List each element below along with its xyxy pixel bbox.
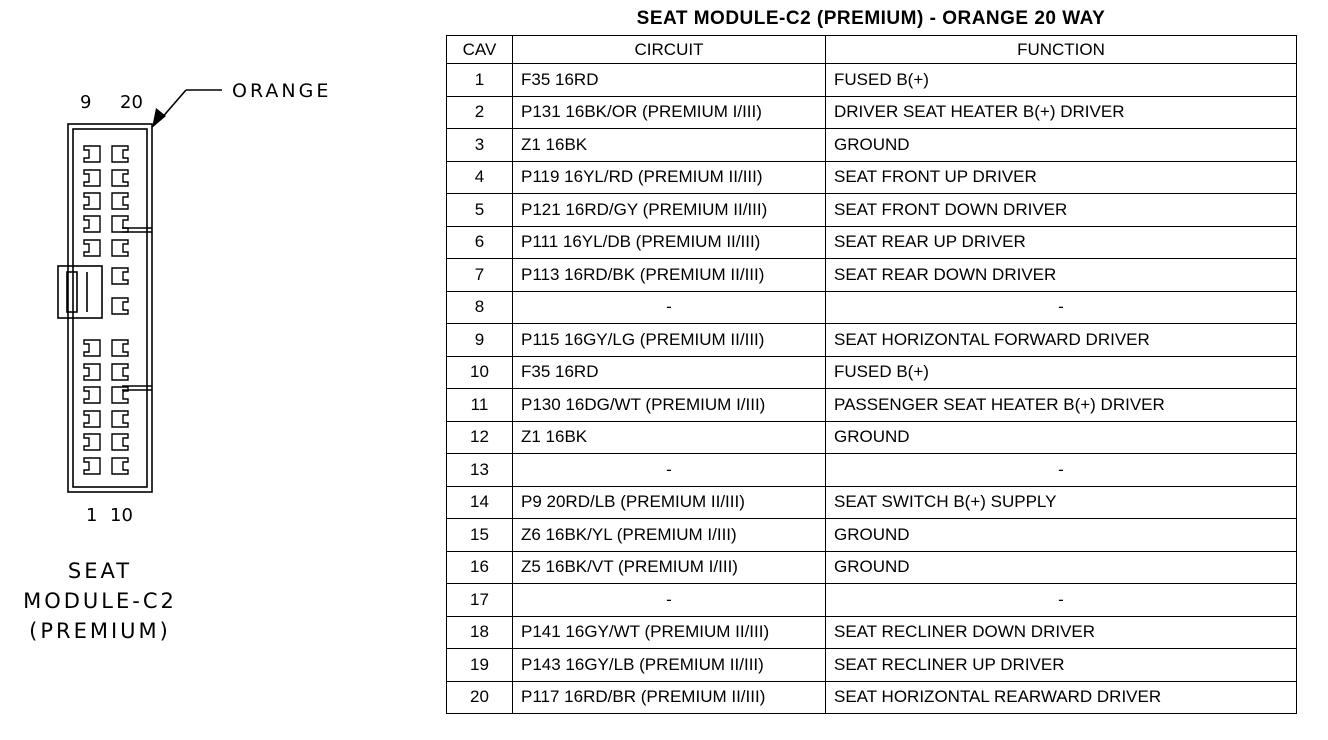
table-row: [447, 356, 1297, 389]
pin-cavity: [112, 240, 128, 256]
header-function: FUNCTION: [826, 36, 1297, 64]
table-row: [447, 64, 1297, 97]
table-row: [447, 324, 1297, 357]
cav-cell: 10: [447, 356, 513, 389]
cav-cell: 3: [447, 129, 513, 162]
circuit-cell: P141 16GY/WT (PREMIUM II/III): [513, 616, 826, 649]
pin-cavity: [112, 364, 128, 380]
circuit-cell: P113 16RD/BK (PREMIUM II/III): [513, 259, 826, 292]
connector-color-label: ORANGE: [232, 80, 332, 102]
circuit-cell: P115 16GY/LG (PREMIUM II/III): [513, 324, 826, 357]
pin-cavity: [84, 146, 100, 162]
function-cell: -: [826, 584, 1297, 617]
table-row: [447, 519, 1297, 552]
cav-cell: 14: [447, 486, 513, 519]
circuit-cell: P9 20RD/LB (PREMIUM II/III): [513, 486, 826, 519]
cav-cell: 15: [447, 519, 513, 552]
table-row: [447, 681, 1297, 714]
circuit-cell: Z1 16BK: [513, 421, 826, 454]
pin-cavity: [112, 193, 128, 209]
pin-cavity: [84, 387, 100, 403]
pinout-table: [446, 35, 1297, 714]
circuit-cell: F35 16RD: [513, 356, 826, 389]
table-row: [447, 129, 1297, 162]
function-cell: SEAT HORIZONTAL FORWARD DRIVER: [826, 324, 1297, 357]
pin-label-bottom-left: 1: [86, 505, 98, 526]
function-cell: SEAT RECLINER UP DRIVER: [826, 649, 1297, 682]
circuit-cell: Z1 16BK: [513, 129, 826, 162]
circuit-cell: -: [513, 584, 826, 617]
function-cell: SEAT REAR DOWN DRIVER: [826, 259, 1297, 292]
circuit-cell: Z5 16BK/VT (PREMIUM I/III): [513, 551, 826, 584]
circuit-cell: -: [513, 454, 826, 487]
function-cell: -: [826, 291, 1297, 324]
pin-cavity: [112, 146, 128, 162]
cav-cell: 12: [447, 421, 513, 454]
cav-cell: 18: [447, 616, 513, 649]
cav-cell: 20: [447, 681, 513, 714]
circuit-cell: P131 16BK/OR (PREMIUM I/III): [513, 96, 826, 129]
function-cell: FUSED B(+): [826, 64, 1297, 97]
table-row: [447, 226, 1297, 259]
cav-cell: 2: [447, 96, 513, 129]
function-cell: GROUND: [826, 551, 1297, 584]
cav-cell: 11: [447, 389, 513, 422]
circuit-cell: P143 16GY/LB (PREMIUM II/III): [513, 649, 826, 682]
pin-cavity: [112, 434, 128, 450]
header-circuit: CIRCUIT: [513, 36, 826, 64]
cav-cell: 5: [447, 194, 513, 227]
circuit-cell: P111 16YL/DB (PREMIUM II/III): [513, 226, 826, 259]
connector-name: [0, 556, 200, 646]
table-row: [447, 616, 1297, 649]
connector-shell: [68, 124, 152, 492]
function-cell: FUSED B(+): [826, 356, 1297, 389]
pin-cavity: [112, 268, 128, 284]
pin-cavity: [112, 458, 128, 474]
circuit-cell: F35 16RD: [513, 64, 826, 97]
table-row: [447, 551, 1297, 584]
pin-cavity: [84, 458, 100, 474]
connector-name-line2: MODULE-C2: [23, 589, 177, 613]
table-row: [447, 291, 1297, 324]
circuit-cell: -: [513, 291, 826, 324]
header-cav: CAV: [447, 36, 513, 64]
cav-cell: 17: [447, 584, 513, 617]
circuit-cell: P121 16RD/GY (PREMIUM II/III): [513, 194, 826, 227]
cav-cell: 19: [447, 649, 513, 682]
pin-cavity: [84, 340, 100, 356]
pin-label-top-right: 20: [120, 92, 143, 113]
pin-cavity: [112, 216, 128, 232]
function-cell: SEAT REAR UP DRIVER: [826, 226, 1297, 259]
pin-cavity: [84, 170, 100, 186]
cav-cell: 7: [447, 259, 513, 292]
function-cell: GROUND: [826, 519, 1297, 552]
pin-label-top-left: 9: [80, 92, 92, 113]
circuit-cell: P119 16YL/RD (PREMIUM II/III): [513, 161, 826, 194]
function-cell: GROUND: [826, 129, 1297, 162]
cav-cell: 13: [447, 454, 513, 487]
pin-cavity: [112, 340, 128, 356]
function-cell: SEAT HORIZONTAL REARWARD DRIVER: [826, 681, 1297, 714]
table-row: [447, 389, 1297, 422]
pin-cavity: [84, 216, 100, 232]
table-title: SEAT MODULE-C2 (PREMIUM) - ORANGE 20 WAY: [636, 8, 1106, 29]
cav-cell: 4: [447, 161, 513, 194]
cav-cell: 6: [447, 226, 513, 259]
table-row: [447, 421, 1297, 454]
connector-name-line3: (PREMIUM): [29, 619, 171, 643]
table-row: [447, 194, 1297, 227]
circuit-cell: P117 16RD/BR (PREMIUM II/III): [513, 681, 826, 714]
cav-cell: 1: [447, 64, 513, 97]
table-row: [447, 486, 1297, 519]
cav-cell: 16: [447, 551, 513, 584]
pin-cavity: [84, 364, 100, 380]
table-row: [447, 259, 1297, 292]
function-cell: -: [826, 454, 1297, 487]
pin-cavity: [112, 411, 128, 427]
function-cell: SEAT FRONT DOWN DRIVER: [826, 194, 1297, 227]
orange-arrow-head: [152, 108, 166, 128]
pin-cavity: [84, 434, 100, 450]
pin-cavities: [84, 146, 128, 474]
function-cell: GROUND: [826, 421, 1297, 454]
pin-cavity: [112, 170, 128, 186]
pin-cavity: [112, 298, 128, 314]
pin-cavity: [84, 240, 100, 256]
pin-cavity: [84, 193, 100, 209]
pin-label-bottom-right: 10: [110, 505, 133, 526]
circuit-cell: P130 16DG/WT (PREMIUM I/III): [513, 389, 826, 422]
function-cell: SEAT FRONT UP DRIVER: [826, 161, 1297, 194]
table-row: [447, 161, 1297, 194]
table-header-row: [447, 36, 1297, 64]
function-cell: SEAT SWITCH B(+) SUPPLY: [826, 486, 1297, 519]
table-row: [447, 649, 1297, 682]
circuit-cell: Z6 16BK/YL (PREMIUM I/III): [513, 519, 826, 552]
function-cell: DRIVER SEAT HEATER B(+) DRIVER: [826, 96, 1297, 129]
table-row: [447, 584, 1297, 617]
table-row: [447, 454, 1297, 487]
function-cell: PASSENGER SEAT HEATER B(+) DRIVER: [826, 389, 1297, 422]
cav-cell: 8: [447, 291, 513, 324]
table-row: [447, 96, 1297, 129]
cav-cell: 9: [447, 324, 513, 357]
connector-latch: [58, 266, 102, 318]
function-cell: SEAT RECLINER DOWN DRIVER: [826, 616, 1297, 649]
connector-name-line1: SEAT: [67, 559, 133, 583]
pin-cavity: [84, 411, 100, 427]
